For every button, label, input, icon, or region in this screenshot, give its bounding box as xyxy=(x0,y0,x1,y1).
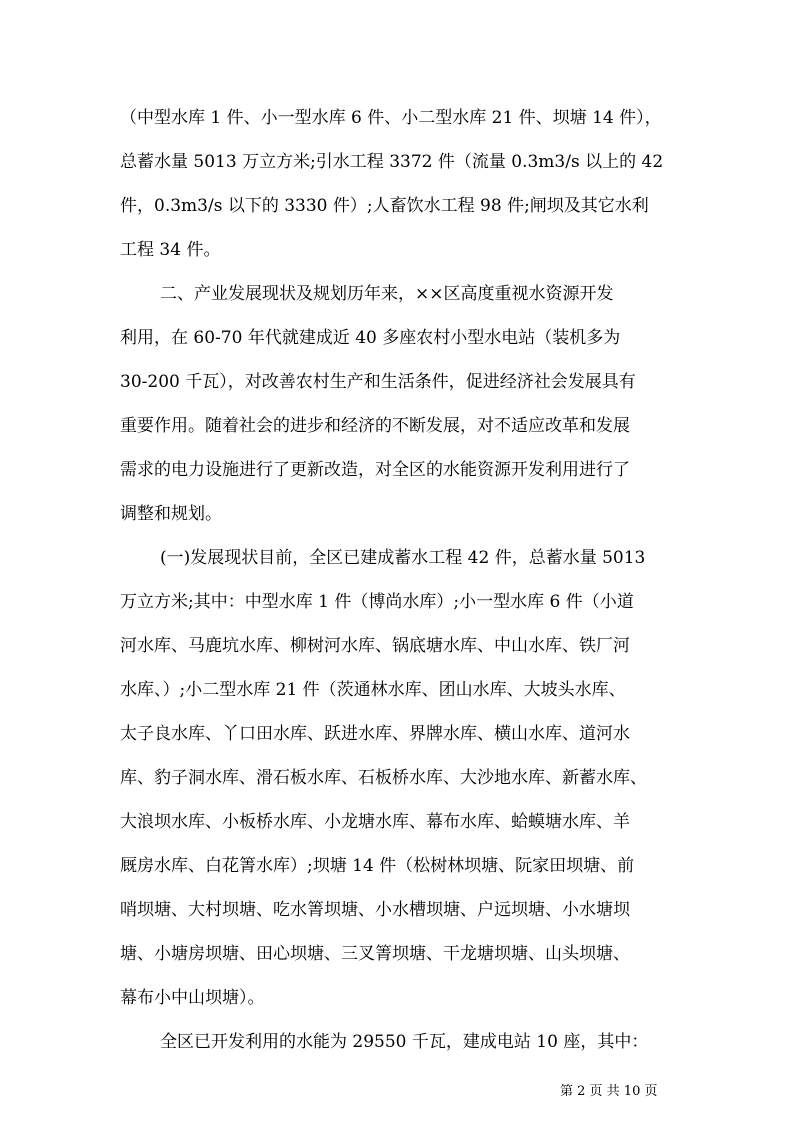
text-line: 二、产业发展现状及规划历年来，××区高度重视水资源开发 xyxy=(160,284,614,304)
text-line: 太子良水库、丫口田水库、跃进水库、界牌水库、横山水库、道河水 xyxy=(120,724,630,744)
text-line: 万立方米;其中：中型水库 1 件（博尚水库）;小一型水库 6 件（小道 xyxy=(120,592,634,612)
text-line: 需求的电力设施进行了更新改造，对全区的水能资源开发利用进行了 xyxy=(120,460,630,480)
text-line: 利用，在 60-70 年代就建成近 40 多座农村小型水电站（装机多为 xyxy=(120,328,621,348)
text-line: 幕布小中山坝塘）。 xyxy=(120,988,265,1008)
text-line: 总蓄水量 5013 万立方米;引水工程 3372 件（流量 0.3m3/s 以上的 42 xyxy=(120,152,664,172)
text-line: 大浪坝水库、小板桥水库、小龙塘水库、幕布水库、蛤蟆塘水库、羊 xyxy=(120,812,630,832)
page-number-footer: 第 2 页 共 10 页 xyxy=(560,1084,658,1099)
text-line: 重要作用。随着社会的进步和经济的不断发展，对不适应改革和发展 xyxy=(120,416,630,436)
text-line: 全区已开发利用的水能为 29550 千瓦，建成电站 10 座，其中： xyxy=(160,1032,649,1052)
text-line: 河水库、马鹿坑水库、柳树河水库、锅底塘水库、中山水库、铁厂河 xyxy=(120,636,630,656)
text-line: 工程 34 件。 xyxy=(120,240,221,260)
text-line: 库、豹子洞水库、滑石板水库、石板桥水库、大沙地水库、新蓄水库、 xyxy=(120,768,647,788)
text-line: 调整和规划。 xyxy=(120,504,222,524)
text-line: 塘、小塘房坝塘、田心坝塘、三叉箐坝塘、干龙塘坝塘、山头坝塘、 xyxy=(120,944,630,964)
text-line: 水库、）;小二型水库 21 件（茨通林水库、团山水库、大坡头水库、 xyxy=(120,680,626,700)
text-line: 件，0.3m3/s 以下的 3330 件）;人畜饮水工程 98 件;闸坝及其它水利 xyxy=(120,196,649,216)
text-line: 厩房水库、白花箐水库）;坝塘 14 件（松树林坝塘、阮家田坝塘、前 xyxy=(120,856,635,876)
text-line: （中型水库 1 件、小一型水库 6 件、小二型水库 21 件、坝塘 14 件）， xyxy=(120,108,662,128)
text-line: 30-200 千瓦），对改善农村生产和生活条件，促进经济社会发展具有 xyxy=(120,372,636,392)
text-line: (一)发展现状目前，全区已建成蓄水工程 42 件，总蓄水量 5013 xyxy=(160,548,646,568)
text-line: 哨坝塘、大村坝塘、吃水箐坝塘、小水槽坝塘、户远坝塘、小水塘坝 xyxy=(120,900,630,920)
